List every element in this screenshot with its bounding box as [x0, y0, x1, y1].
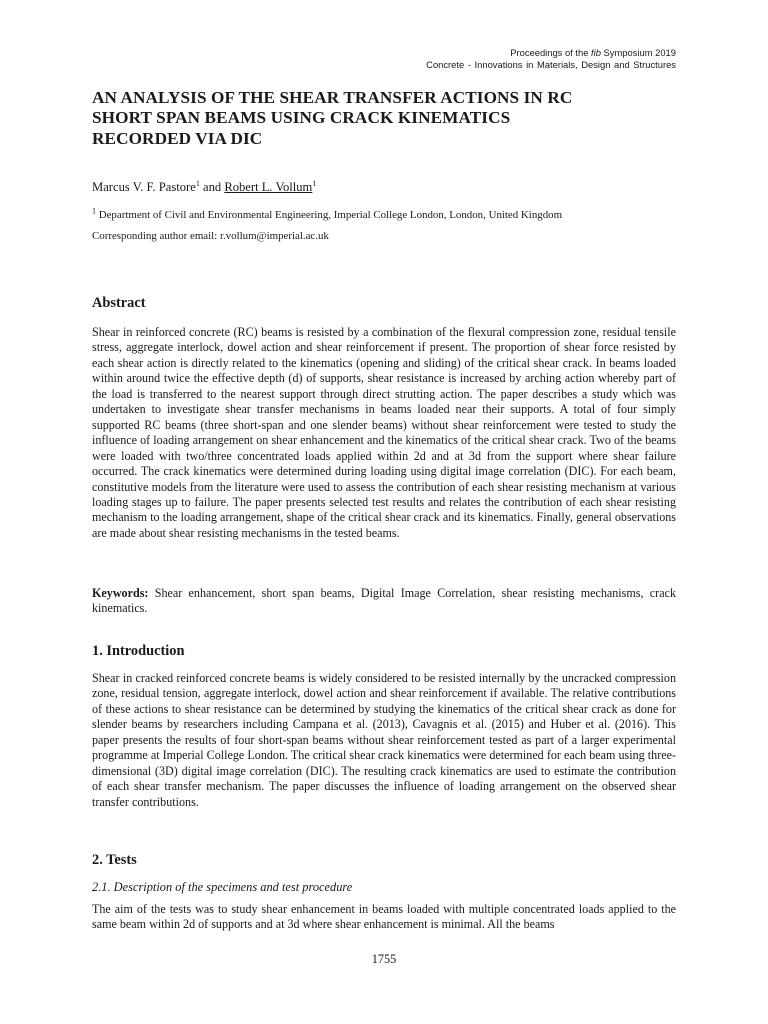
specimens-subheading: 2.1. Description of the specimens and test procedure	[92, 880, 353, 894]
author-vollum: Robert L. Vollum	[224, 180, 313, 194]
conference-subtitle: Concrete - Innovations in Materials, Design and Structures	[426, 59, 676, 71]
abstract-heading: Abstract	[92, 295, 146, 311]
title-line: AN ANALYSIS OF THE SHEAR TRANSFER ACTIONS IN RC	[92, 88, 573, 107]
keywords-label: Keywords:	[92, 586, 149, 600]
introduction-body: Shear in cracked reinforced concrete beams is widely considered to be resisted internally by the uncracked compression zone, residual tension, aggregate interlock, dowel action and shear reinforcement if available. The relative contributions of these actions to shear resistance can be determined by studying the kinematics of the critical shear crack as done for slender beams by researchers including Campana et al. (2013), Cavagnis et al. (2015) and Huber et al. (2016). This paper presents the results of four short-span beams without shear reinforcement tested as part of a larger experimental programme at Imperial College London. The critical shear crack kinematics were determined for each beam using three-dimensional (3D) digital image correlation (DIC). The resulting crack kinematics are used to estimate the contribution of each shear transfer mechanism. The paper discusses the influence of loading arrangement on the observed shear transfer contributions.	[92, 671, 676, 809]
affiliation-marker: 1	[195, 178, 200, 188]
author-list: Marcus V. F. Pastore$^1$ and Robert L. Vollum$^1$	[92, 178, 317, 194]
keywords	[92, 586, 676, 617]
affiliation-marker: 1	[312, 178, 317, 188]
paper-title	[92, 88, 676, 149]
tests-heading: 2. Tests	[92, 852, 137, 868]
title-line: SHORT SPAN BEAMS USING CRACK KINEMATICS	[92, 108, 511, 128]
introduction-heading: 1. Introduction	[92, 643, 185, 659]
title-line: RECORDED VIA DIC	[92, 128, 263, 148]
proceedings-line: Proceedings of the fib Symposium 2019	[510, 47, 676, 58]
fib-italic: fib	[591, 47, 601, 58]
running-header	[426, 47, 676, 72]
affiliation: $^1$ Department of Civil and Environmental Engineering, Imperial College London, London, United Kingdom	[92, 206, 563, 221]
keywords-text: Shear enhancement, short span beams, Digital Image Correlation, shear resisting mechanisms, crack kinematics.	[92, 586, 676, 616]
tests-body: The aim of the tests was to study shear enhancement in beams loaded with multiple concentrated loads applied to the same beam within 2d of supports and at 3d where shear enhancement is minimal. All the beams	[92, 902, 676, 932]
author-pastore: Marcus V. F. Pastore	[92, 180, 196, 194]
page-number: 1755	[371, 952, 397, 966]
corresponding-email: Corresponding author email: r.vollum@imperial.ac.uk	[92, 230, 329, 242]
abstract-body: Shear in reinforced concrete (RC) beams is resisted by a combination of the flexural compression zone, residual tensile stress, aggregate interlock, dowel action and shear reinforcement if present. The proportion of shear force resisted by each shear action is directly related to the kinematics (opening and sliding) of the critical shear crack. In beams loaded within around twice the effective depth (d) of supports, shear resistance is increased by arching action whereby part of the load is transferred to the nearest support through direct strutting action. The paper describes a study which was undertaken to investigate shear transfer mechanisms in beams loaded near their supports. A total of four simply supported RC beams (three short-span and one slender beams) without shear reinforcement were tested to study the influence of loading arrangement on shear enhancement and the kinematics of the critical shear crack. Two of the beams were loaded with two/three concentrated loads applied within 2d and at 3d from the support where shear failure occurred. The crack kinematics were determined during loading using digital image correlation (DIC). For each beam, constitutive models from the literature were used to assess the contribution of each shear resisting mechanism at various loading stages up to failure. The paper presents selected test results and relates the contribution of each shear resisting mechanism to the loading arrangement, shape of the critical shear crack and its kinematics. Finally, general observations are made about shear resisting mechanisms in the tested beams.	[92, 325, 676, 540]
